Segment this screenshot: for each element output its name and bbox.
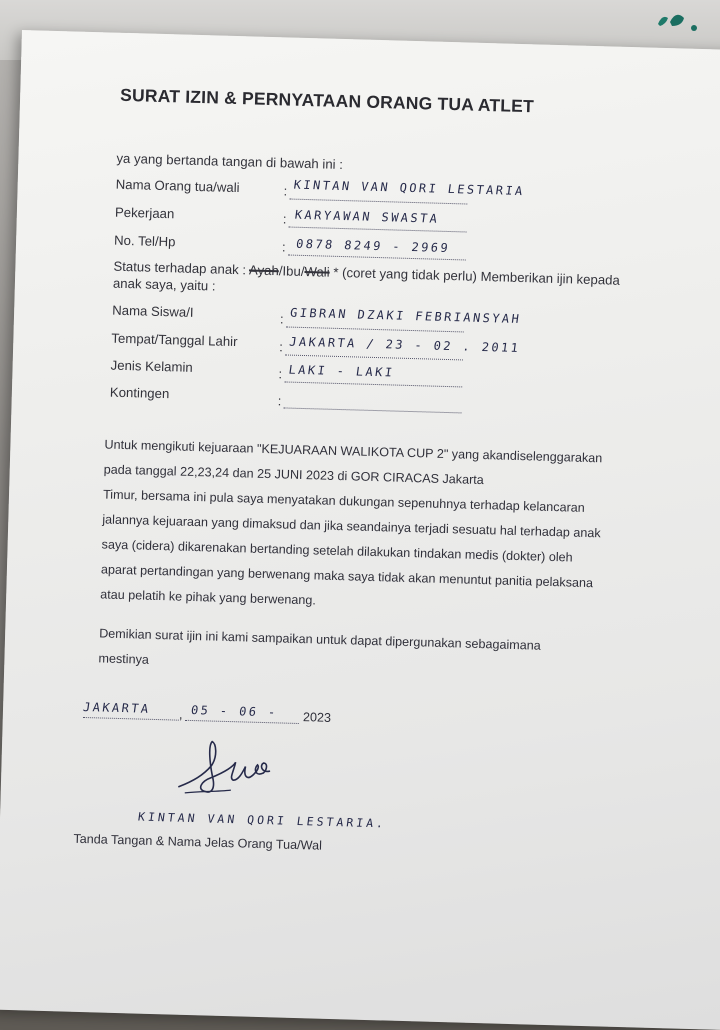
letter-title: SURAT IZIN & PERNYATAAN ORANG TUA ATLET: [119, 84, 535, 117]
field-colon: :: [279, 311, 284, 327]
handwritten-value: KARYAWAN SWASTA: [294, 207, 441, 226]
signature-caption: Tanda Tangan & Nama Jelas Orang Tua/Wal: [73, 831, 323, 853]
date-year: 2023: [302, 710, 332, 725]
field-label: Nama Siswa/I: [112, 302, 194, 320]
signature-drawing: [170, 734, 282, 807]
status-suffix: * (coret yang tidak perlu) Memberikan ijin kepada: [329, 264, 621, 288]
body-line: Timur, bersama ini pula saya menyatakan dukungan sepenuhnya terhadap kelancaran: [102, 487, 585, 515]
field-colon: :: [279, 339, 284, 355]
fill-line: [289, 226, 467, 233]
corner-logo-icon: [650, 6, 710, 38]
date-day-month: 05 - 06 -: [190, 703, 279, 720]
intro-line: ya yang bertanda tangan di bawah ini :: [116, 150, 344, 173]
closing-line: mestinya: [98, 651, 150, 667]
field-colon: :: [278, 366, 283, 382]
status-ibu: /Ibu/: [278, 263, 305, 279]
handwritten-value: 0878 8249 - 2969: [295, 236, 452, 256]
body-line: saya (cidera) dikarenakan bertanding setelah dilakukan tindakan medis (dokter) oleh: [101, 537, 573, 565]
fill-line: [83, 716, 179, 721]
body-line: aparat pertandingan yang berwenang maka saya tidak akan menuntut panitia pelaksana: [100, 562, 594, 591]
field-label: Kontingen: [109, 384, 170, 402]
field-label: No. Tel/Hp: [113, 232, 176, 250]
field-colon: :: [282, 211, 287, 227]
handwritten-value: JAKARTA / 23 - 02 . 2011: [288, 334, 522, 356]
handwritten-value: KINTAN VAN QORI LESTARIA: [292, 177, 526, 199]
date-city: JAKARTA: [82, 699, 152, 716]
closing-line: Demikian surat ijin ini kami sampaikan untuk dapat dipergunakan sebagaimana: [98, 626, 541, 653]
fill-line: [185, 719, 299, 724]
field-label: Nama Orang tua/wali: [115, 176, 240, 196]
status-prefix: Status terhadap anak :: [113, 258, 247, 278]
status-ayah-struck: Ayah: [248, 262, 280, 279]
status-line-2: anak saya, yaitu :: [112, 275, 216, 294]
field-label: Tempat/Tanggal Lahir: [111, 330, 238, 350]
field-colon: :: [283, 183, 288, 199]
body-line: Untuk mengikuti kejuaraan "KEJUARAAN WALIKOTA CUP 2" yang akandiselenggarakan: [104, 437, 603, 466]
field-label: Pekerjaan: [114, 204, 175, 222]
status-wali-struck: Wali: [304, 263, 330, 280]
fill-line: [285, 353, 463, 360]
signer-name: KINTAN VAN QORI LESTARIA.: [137, 809, 388, 831]
date-comma: ,: [178, 706, 183, 722]
fill-line: [289, 198, 467, 205]
body-line: pada tanggal 22,23,24 dan 25 JUNI 2023 di GOR CIRACAS Jakarta: [103, 462, 484, 488]
fill-line: [284, 406, 462, 413]
handwritten-value: LAKI - LAKI: [287, 362, 396, 380]
field-colon: :: [281, 239, 286, 255]
letter-paper: [0, 30, 720, 1030]
handwritten-value: GIBRAN DZAKI FEBRIANSYAH: [289, 305, 523, 327]
body-line: atau pelatih ke pihak yang berwenang.: [100, 587, 317, 608]
body-line: jalannya kejuaraan yang dimaksud dan jika seandainya terjadi sesuatu hal terhadap anak: [102, 512, 601, 541]
fill-line: [286, 325, 464, 332]
field-colon: :: [277, 393, 282, 409]
field-label: Jenis Kelamin: [110, 357, 193, 375]
fill-line: [284, 380, 462, 387]
